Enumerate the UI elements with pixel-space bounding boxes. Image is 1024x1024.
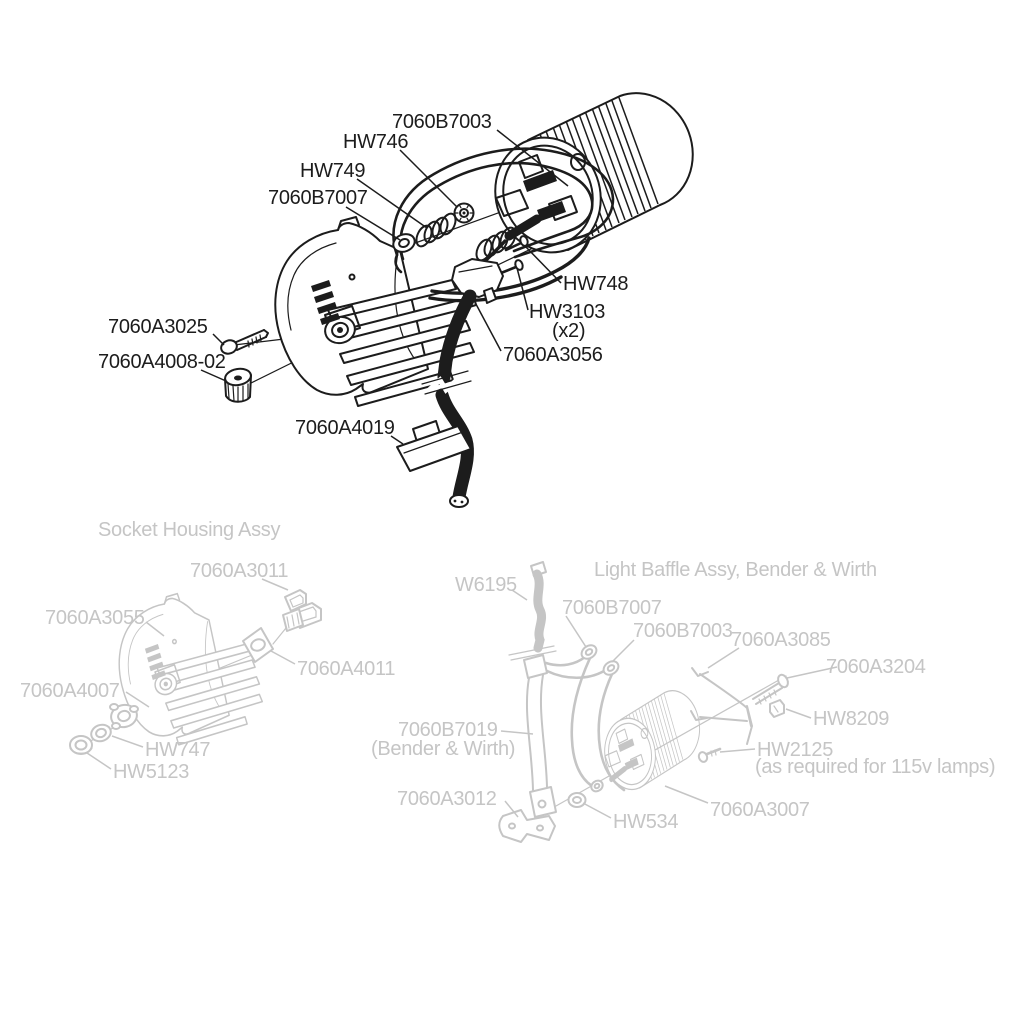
leader-line-7060b7007 xyxy=(566,616,586,647)
part-label-7060a3011: 7060A3011 xyxy=(190,560,289,582)
leader-line-7060b7003 xyxy=(612,640,634,662)
leader-line-hw5123 xyxy=(87,753,111,769)
part-label-w6195: W6195 xyxy=(455,574,517,596)
leader-line-7060b7007 xyxy=(346,207,400,240)
part-label-7060a4008-02: 7060A4008-02 xyxy=(98,351,226,373)
part-label-7060a3007: 7060A3007 xyxy=(710,799,810,821)
part-label-hw748: HW748 xyxy=(563,273,629,295)
leader-line-7060a3025 xyxy=(213,334,224,345)
leader-line-7060b7003 xyxy=(497,130,568,186)
part-label-hw746: HW746 xyxy=(343,131,409,153)
part-label-7060b7007: 7060B7007 xyxy=(268,187,368,209)
leader-line-7060a3055 xyxy=(146,622,164,636)
leader-line-hw8209 xyxy=(786,709,811,718)
leader-line-7060a3056 xyxy=(469,291,501,351)
part-label-7060a3056: 7060A3056 xyxy=(503,344,603,366)
part-label-hw3103-note: (x2) xyxy=(552,320,586,342)
part-label-7060a3204: 7060A3204 xyxy=(826,656,926,678)
part-label-7060a3085: 7060A3085 xyxy=(731,629,831,651)
leader-line-7060a4007 xyxy=(126,692,149,707)
part-label-7060b7003: 7060B7003 xyxy=(392,111,492,133)
leader-line-hw534 xyxy=(583,803,611,818)
leader-line-hw3103 xyxy=(517,268,528,310)
part-label-7060b7007: 7060B7007 xyxy=(562,597,662,619)
section-heading-socket-housing-assy: Socket Housing Assy xyxy=(98,519,281,541)
part-label-hw3103: HW3103 xyxy=(529,301,606,323)
part-label-7060a3012: 7060A3012 xyxy=(397,788,497,810)
part-label-hw534: HW534 xyxy=(613,811,679,833)
part-label-hw5123: HW5123 xyxy=(113,761,190,783)
part-label-hw749: HW749 xyxy=(300,160,366,182)
leader-line-hw2125 xyxy=(720,749,755,752)
part-label-7060b7003: 7060B7003 xyxy=(633,620,733,642)
leader-line-7060a3012 xyxy=(505,801,518,817)
part-label-7060b7019-note: (Bender & Wirth) xyxy=(371,738,516,760)
part-label-7060a4007: 7060A4007 xyxy=(20,680,120,702)
leader-line-7060a4011 xyxy=(271,651,295,664)
part-label-7060a4019: 7060A4019 xyxy=(295,417,395,439)
part-label-hw8209: HW8209 xyxy=(813,708,890,730)
part-label-hw2125-note: (as required for 115v lamps) xyxy=(755,756,996,778)
leader-line-hw746 xyxy=(400,150,457,207)
part-label-hw2125: HW2125 xyxy=(757,739,834,761)
part-label-7060a3025: 7060A3025 xyxy=(108,316,208,338)
leader-line-7060b7019 xyxy=(501,731,533,734)
part-label-7060a3055: 7060A3055 xyxy=(45,607,145,629)
part-label-7060b7019: 7060B7019 xyxy=(398,719,498,741)
section-heading-light-baffle-assy: Light Baffle Assy, Bender & Wirth xyxy=(594,559,877,581)
leader-line-hw748 xyxy=(525,246,561,283)
part-label-hw747: HW747 xyxy=(145,739,211,761)
leader-line-7060a3085 xyxy=(708,648,739,668)
leader-line-hw747 xyxy=(112,736,143,747)
part-label-7060a4011: 7060A4011 xyxy=(297,658,396,680)
leader-line-7060a3007 xyxy=(665,786,708,803)
